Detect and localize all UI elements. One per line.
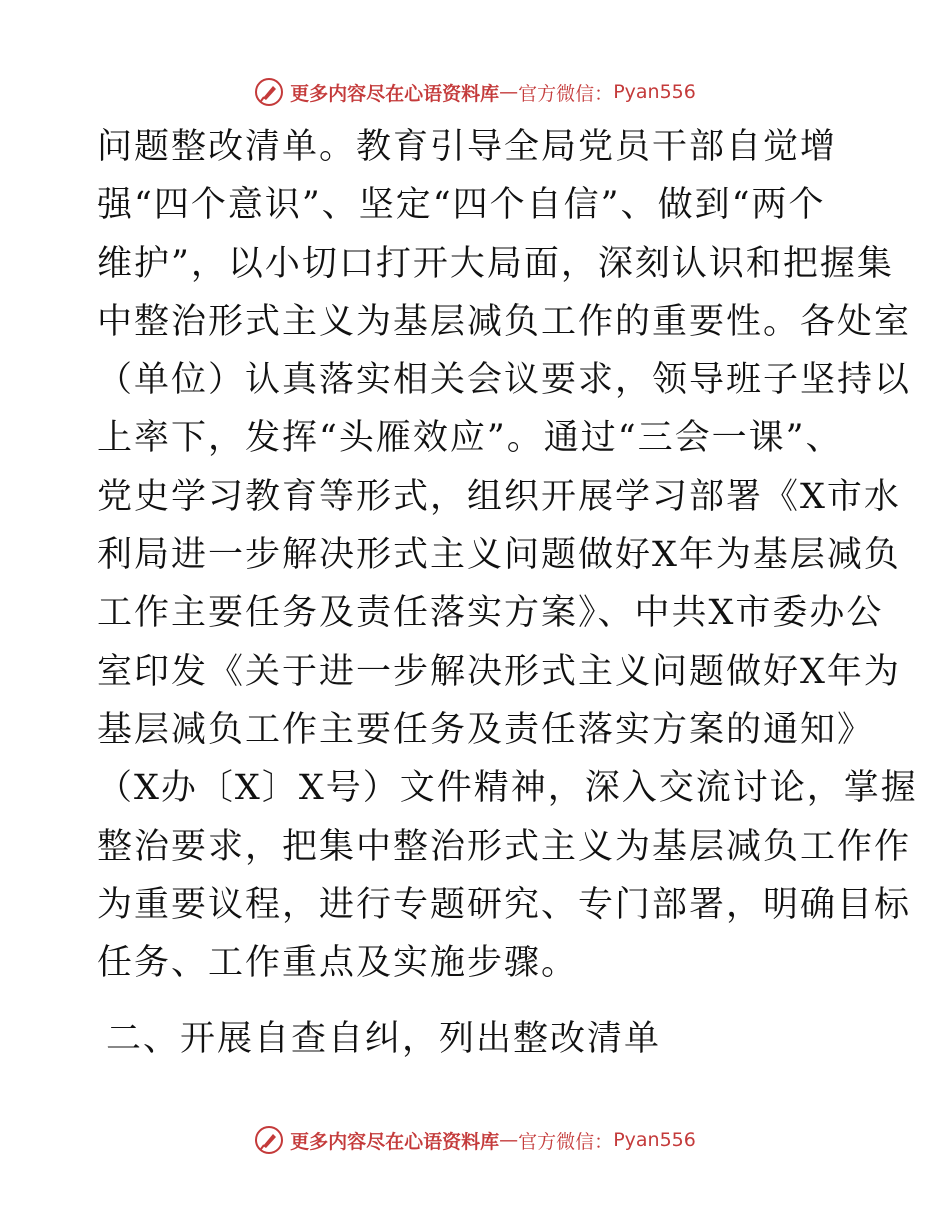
body-line: 中整治形式主义为基层减负工作的重要性。各处室 [97,301,912,342]
section-heading: 二、开展自查自纠，列出整改清单 [106,1019,662,1059]
body-line: 工作主要任务及责任落实方案》、中共X市委办公 [97,593,884,634]
watermark-text [290,79,696,106]
footer-watermark [0,1120,950,1160]
document-body [97,118,918,992]
body-line: 问题整改清单。教育引导全局党员干部自觉增 [97,127,838,167]
body-line: 党史学习教育等形式，组织开展学习部署《X市水 [97,476,901,517]
body-line: 维护”，以小切口打开大局面，深刻认识和把握集 [97,243,894,284]
body-line: 基层减负工作主要任务及责任落实方案的通知》 [97,709,875,750]
body-line: 利局进一步解决形式主义问题做好X年为基层减负 [97,535,901,576]
watermark-text [290,1127,696,1154]
body-line: 整治要求，把集中整治形式主义为基层减负工作作 [97,826,912,867]
watermark-account: Pyan556 [613,81,696,103]
watermark-main-text: 更多内容尽在心语资料库 [290,1130,500,1153]
body-line: 上率下，发挥“头雁效应”。通过“三会一课”、 [97,418,843,459]
body-line: 室印发《关于进一步解决形式主义问题做好X年为 [97,651,901,692]
watermark-account: Pyan556 [613,1129,696,1151]
body-line: 任务、工作重点及实施步骤。 [97,943,579,984]
body-line: 强“四个意识”、坚定“四个自信”、做到“两个 [97,185,826,226]
watermark-main-text: 更多内容尽在心语资料库 [290,82,500,105]
pen-nib-logo-icon [254,1125,284,1155]
watermark-dash: — [499,1129,519,1151]
watermark-label: 官方微信： [518,1130,614,1153]
watermark-dash: — [499,81,519,103]
header-watermark [0,72,950,112]
pen-nib-logo-icon [254,77,284,107]
body-line: （单位）认真落实相关会议要求，领导班子坚持以 [97,360,912,401]
body-line: （X办〔X〕X号）文件精神，深入交流讨论，掌握 [97,768,918,809]
watermark-label: 官方微信： [518,82,614,105]
body-line: 为重要议程，进行专题研究、专门部署，明确目标 [97,884,912,925]
